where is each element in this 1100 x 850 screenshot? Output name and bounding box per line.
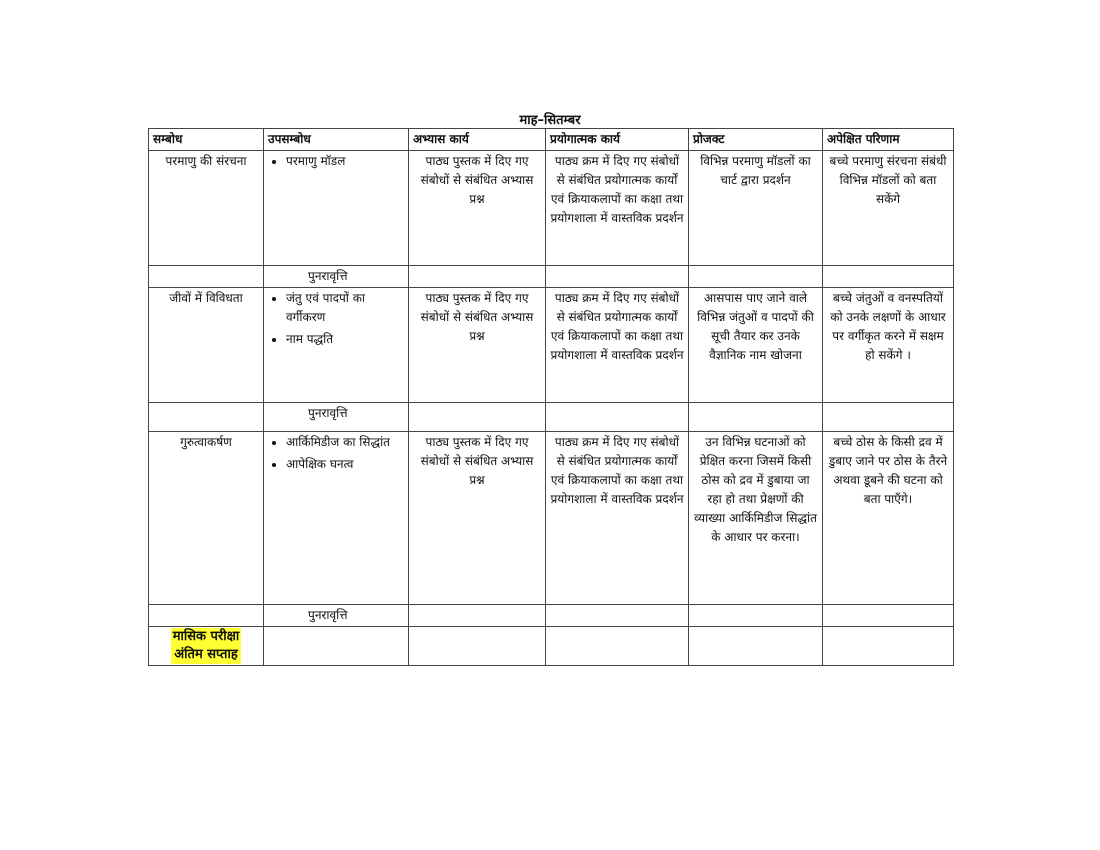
empty-cell xyxy=(149,605,264,627)
header-exercise: अभ्यास कार्य xyxy=(409,129,546,151)
exam-cell xyxy=(149,627,264,666)
empty-cell xyxy=(823,403,954,432)
header-project: प्रोजक्ट xyxy=(689,129,823,151)
empty-cell xyxy=(409,403,546,432)
empty-cell xyxy=(689,605,823,627)
project-cell: आसपास पाए जाने वाले विभिन्न जंतुओं व पादपों की सूची तैयार कर उनके वैज्ञानिक नाम खोजना xyxy=(689,288,823,403)
empty-cell xyxy=(823,605,954,627)
subconcept-cell xyxy=(264,288,409,403)
curriculum-table xyxy=(148,128,954,666)
revision-row xyxy=(149,266,954,288)
exam-timing: अंतिम सप्ताह xyxy=(174,647,238,662)
empty-cell xyxy=(409,266,546,288)
outcome-cell: बच्चे परमाणु संरचना संबंधी विभिन्न मॉडलों को बता सकेंगे xyxy=(823,151,954,266)
subconcept-item: • जंतु एवं पादपों का वर्गीकरण xyxy=(286,289,404,327)
header-subconcept: उपसम्बोध xyxy=(264,129,409,151)
empty-cell xyxy=(823,266,954,288)
subconcept-cell xyxy=(264,432,409,605)
table-row xyxy=(149,288,954,403)
exam-label: मासिक परीक्षा xyxy=(172,629,240,644)
empty-cell xyxy=(689,266,823,288)
empty-cell xyxy=(149,266,264,288)
outcome-cell: बच्चे जंतुओं व वनस्पतियों को उनके लक्षणों के आधार पर वर्गीकृत करने में सक्षम हो सकेंगे । xyxy=(823,288,954,403)
practical-cell: पाठ्य क्रम में दिए गए संबोधों से संबंधित प्रयोगात्मक कार्यों एवं क्रियाकलापों का कक्षा तथा प्रयोगशाला में वास्तविक प्रदर्शन xyxy=(546,151,689,266)
table-row xyxy=(149,432,954,605)
revision-row xyxy=(149,403,954,432)
exam-row xyxy=(149,627,954,666)
page-title: माह–सितम्बर xyxy=(519,113,581,128)
revision-cell: पुनरावृत्ति xyxy=(264,403,409,432)
subconcept-item: • नाम पद्धति xyxy=(286,330,404,349)
concept-cell: जीवों में विविधता xyxy=(149,288,264,403)
empty-cell xyxy=(546,605,689,627)
header-practical: प्रयोगात्मक कार्य xyxy=(546,129,689,151)
subconcept-item: • आपेक्षिक घनत्व xyxy=(286,455,404,474)
revision-cell: पुनरावृत्ति xyxy=(264,605,409,627)
empty-cell xyxy=(823,627,954,666)
empty-cell xyxy=(409,627,546,666)
empty-cell xyxy=(409,605,546,627)
subconcept-list xyxy=(268,152,404,171)
empty-cell xyxy=(546,266,689,288)
concept-cell: गुरुत्वाकर्षण xyxy=(149,432,264,605)
project-cell: विभिन्न परमाणु मॉडलों का चार्ट द्वारा प्रदर्शन xyxy=(689,151,823,266)
exercise-cell: पाठ्य पुस्तक में दिए गए संबोधों से संबंधित अभ्यास प्रश्न xyxy=(409,151,546,266)
header-concept: सम्बोध xyxy=(149,129,264,151)
project-cell: उन विभिन्न घटनाओं को प्रेक्षित करना जिसमें किसी ठोस को द्रव में डुबाया जा रहा हो तथा प्रेक्षणों की व्याख्या आर्किमिडीज सिद्धांत के आधार पर करना। xyxy=(689,432,823,605)
practical-cell: पाठ्य क्रम में दिए गए संबोधों से संबंधित प्रयोगात्मक कार्यों एवं क्रियाकलापों का कक्षा तथा प्रयोगशाला में वास्तविक प्रदर्शन xyxy=(546,288,689,403)
subconcept-item: • परमाणु मॉडल xyxy=(286,152,404,171)
concept-cell: परमाणु की संरचना xyxy=(149,151,264,266)
empty-cell xyxy=(689,627,823,666)
empty-cell xyxy=(546,627,689,666)
empty-cell xyxy=(546,403,689,432)
outcome-cell: बच्चे ठोस के किसी द्रव में डुबाए जाने पर ठोस के तैरने अथवा डूबने की घटना को बता पाएँगे। xyxy=(823,432,954,605)
practical-cell: पाठ्य क्रम में दिए गए संबोधों से संबंधित प्रयोगात्मक कार्यों एवं क्रियाकलापों का कक्षा तथा प्रयोगशाला में वास्तविक प्रदर्शन xyxy=(546,432,689,605)
revision-cell: पुनरावृत्ति xyxy=(264,266,409,288)
exercise-cell: पाठ्य पुस्तक में दिए गए संबोधों से संबंधित अभ्यास प्रश्न xyxy=(409,432,546,605)
subconcept-list xyxy=(268,289,404,349)
exam-highlight xyxy=(171,628,242,664)
exercise-cell: पाठ्य पुस्तक में दिए गए संबोधों से संबंधित अभ्यास प्रश्न xyxy=(409,288,546,403)
header-outcome: अपेक्षित परिणाम xyxy=(823,129,954,151)
empty-cell xyxy=(149,403,264,432)
subconcept-list xyxy=(268,433,404,474)
revision-row xyxy=(149,605,954,627)
empty-cell xyxy=(264,627,409,666)
empty-cell xyxy=(689,403,823,432)
subconcept-item: • आर्किमिडीज का सिद्धांत xyxy=(286,433,404,452)
subconcept-cell xyxy=(264,151,409,266)
table-row xyxy=(149,151,954,266)
header-row xyxy=(149,129,954,151)
